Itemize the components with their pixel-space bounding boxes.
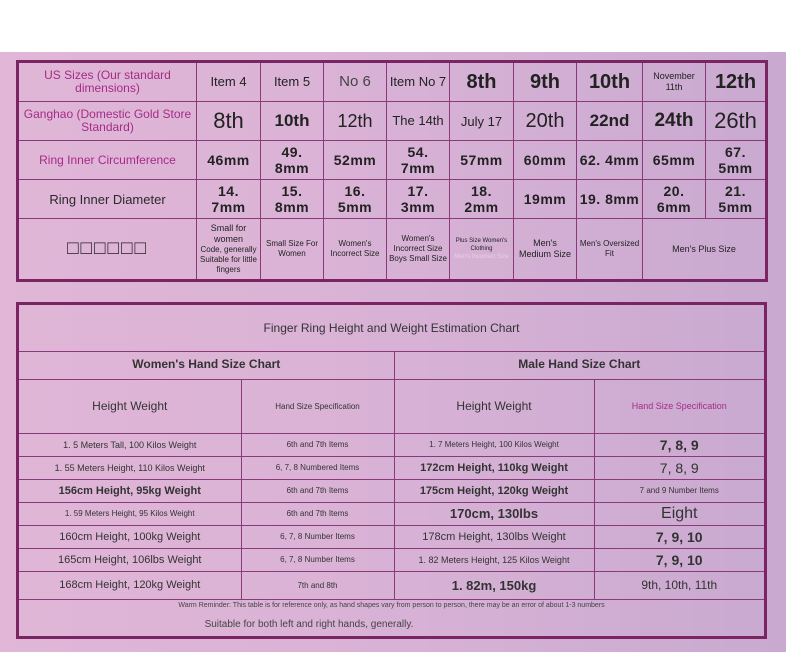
diameter-cell: 20. 6mm [643,180,706,219]
men-height-weight: 1. 82m, 150kg [394,571,594,599]
circumference-cell: 65mm [643,141,706,180]
us-size-cell: Item 5 [261,62,324,102]
us-sizes-label: US Sizes (Our standard dimensions) [18,62,197,102]
hand-size-table [19,351,764,600]
diameter-cell: 15. 8mm [261,180,324,219]
fit-text: Men's Incorrect Size [454,254,509,260]
women-spec-header: Hand Size Specification [241,379,394,433]
diameter-cell: 18. 2mm [450,180,514,219]
women-height-weight: 1. 5 Meters Tall, 100 Kilos Weight [19,433,241,456]
us-size-cell: 9th [514,62,577,102]
women-group-header: Women's Hand Size Chart [19,351,394,379]
men-height-weight: 172cm Height, 110kg Weight [394,456,594,479]
men-height-weight: 175cm Height, 120kg Weight [394,479,594,502]
chart-title: Finger Ring Height and Weight Estimation Chart [19,305,764,352]
warm-reminder: Warm Reminder: This table is for reference only, as hand shapes vary from person to person, there may be an error of about 1-3 numbers [178,602,605,609]
table-row [19,571,764,599]
diameter-label: Ring Inner Diameter [18,180,197,219]
ganghao-cell: 26th [706,102,767,141]
diameter-cell: 14. 7mm [197,180,261,219]
circumference-cell: 54. 7mm [387,141,450,180]
women-spec: 6, 7, 8 Numbered Items [241,456,394,479]
circumference-cell: 67. 5mm [706,141,767,180]
circumference-cell: 49. 8mm [261,141,324,180]
fit-cell: Men's Oversized Fit [577,219,643,281]
table-row [19,502,764,525]
us-sizes-row [18,62,767,102]
diameter-cell: 16. 5mm [324,180,387,219]
fit-cell [387,219,450,281]
ganghao-label: Ganghao (Domestic Gold Store Standard) [18,102,197,141]
us-size-cell: November 11th [643,62,706,102]
usage-note: Suitable for both left and right hands, generally. [204,619,414,630]
us-size-cell: 8th [450,62,514,102]
fit-text: Small for women [210,223,247,244]
men-spec: 7, 8, 9 [594,456,764,479]
fit-cell: Men's Medium Size [514,219,577,281]
ganghao-cell: July 17 [450,102,514,141]
women-height-weight: 160cm Height, 100kg Weight [19,525,241,548]
circumference-cell: 62. 4mm [577,141,643,180]
diameter-cell: 19mm [514,180,577,219]
women-spec: 6th and 7th Items [241,502,394,525]
women-spec: 6th and 7th Items [241,479,394,502]
ring-size-table [16,60,768,282]
women-height-weight: 156cm Height, 95kg Weight [19,479,241,502]
fit-cell: Women's Incorrect Size [324,219,387,281]
women-spec: 7th and 8th [241,571,394,599]
men-spec: 7 and 9 Number Items [594,479,764,502]
women-height-weight: 1. 59 Meters Height, 95 Kilos Weight [19,502,241,525]
diameter-cell: 19. 8mm [577,180,643,219]
women-spec: 6th and 7th Items [241,433,394,456]
column-header-row [19,379,764,433]
circumference-cell: 46mm [197,141,261,180]
women-spec: 6, 7, 8 Number Items [241,548,394,571]
men-spec: 7, 9, 10 [594,548,764,571]
us-size-cell: No 6 [324,62,387,102]
fit-text: Suitable for little fingers [200,255,257,274]
table-row [19,479,764,502]
circumference-cell: 52mm [324,141,387,180]
ganghao-row [18,102,767,141]
women-height-weight: 168cm Height, 120kg Weight [19,571,241,599]
fit-cell: Small Size For Women [261,219,324,281]
men-group-header: Male Hand Size Chart [394,351,764,379]
group-header-row [19,351,764,379]
fit-cell: Men's Plus Size [643,219,767,281]
ganghao-cell: 22nd [577,102,643,141]
women-height-weight: 165cm Height, 106lbs Weight [19,548,241,571]
fit-text: Code, generally [200,245,257,254]
circumference-row [18,141,767,180]
ganghao-cell: 8th [197,102,261,141]
ganghao-cell: 20th [514,102,577,141]
hand-size-chart [16,302,767,639]
circumference-cell: 60mm [514,141,577,180]
circumference-label: Ring Inner Circumference [18,141,197,180]
men-spec: 7, 9, 10 [594,525,764,548]
women-height-weight: 1. 55 Meters Height, 110 Kilos Weight [19,456,241,479]
fit-cell [197,219,261,281]
fit-label: □□□□□□ [18,219,197,281]
men-height-weight: 170cm, 130lbs [394,502,594,525]
fit-text: Plus Size Women's Clothing [455,238,508,252]
ganghao-cell: 24th [643,102,706,141]
table-row [19,548,764,571]
table-row [19,433,764,456]
diameter-cell: 21. 5mm [706,180,767,219]
men-height-weight: 178cm Height, 130lbs Weight [394,525,594,548]
ganghao-cell: The 14th [387,102,450,141]
diameter-row [18,180,767,219]
men-height-weight: 1. 7 Meters Height, 100 Kilos Weight [394,433,594,456]
women-spec: 6, 7, 8 Number Items [241,525,394,548]
fit-text: Boys Small Size [389,254,447,263]
men-spec: 9th, 10th, 11th [594,571,764,599]
women-height-weight-header: Height Weight [19,379,241,433]
diameter-cell: 17. 3mm [387,180,450,219]
us-size-cell: Item 4 [197,62,261,102]
fit-text: Women's Incorrect Size [393,234,443,253]
us-size-cell: 10th [577,62,643,102]
fit-cell [450,219,514,281]
men-spec: 7, 8, 9 [594,433,764,456]
ganghao-cell: 10th [261,102,324,141]
men-height-weight-header: Height Weight [394,379,594,433]
ganghao-cell: 12th [324,102,387,141]
circumference-cell: 57mm [450,141,514,180]
us-size-cell: 12th [706,62,767,102]
men-height-weight: 1. 82 Meters Height, 125 Kilos Weight [394,548,594,571]
table-row [19,456,764,479]
men-spec-header: Hand Size Specification [594,379,764,433]
men-spec: Eight [594,502,764,525]
table-row [19,525,764,548]
fit-row [18,219,767,281]
us-size-cell: Item No 7 [387,62,450,102]
